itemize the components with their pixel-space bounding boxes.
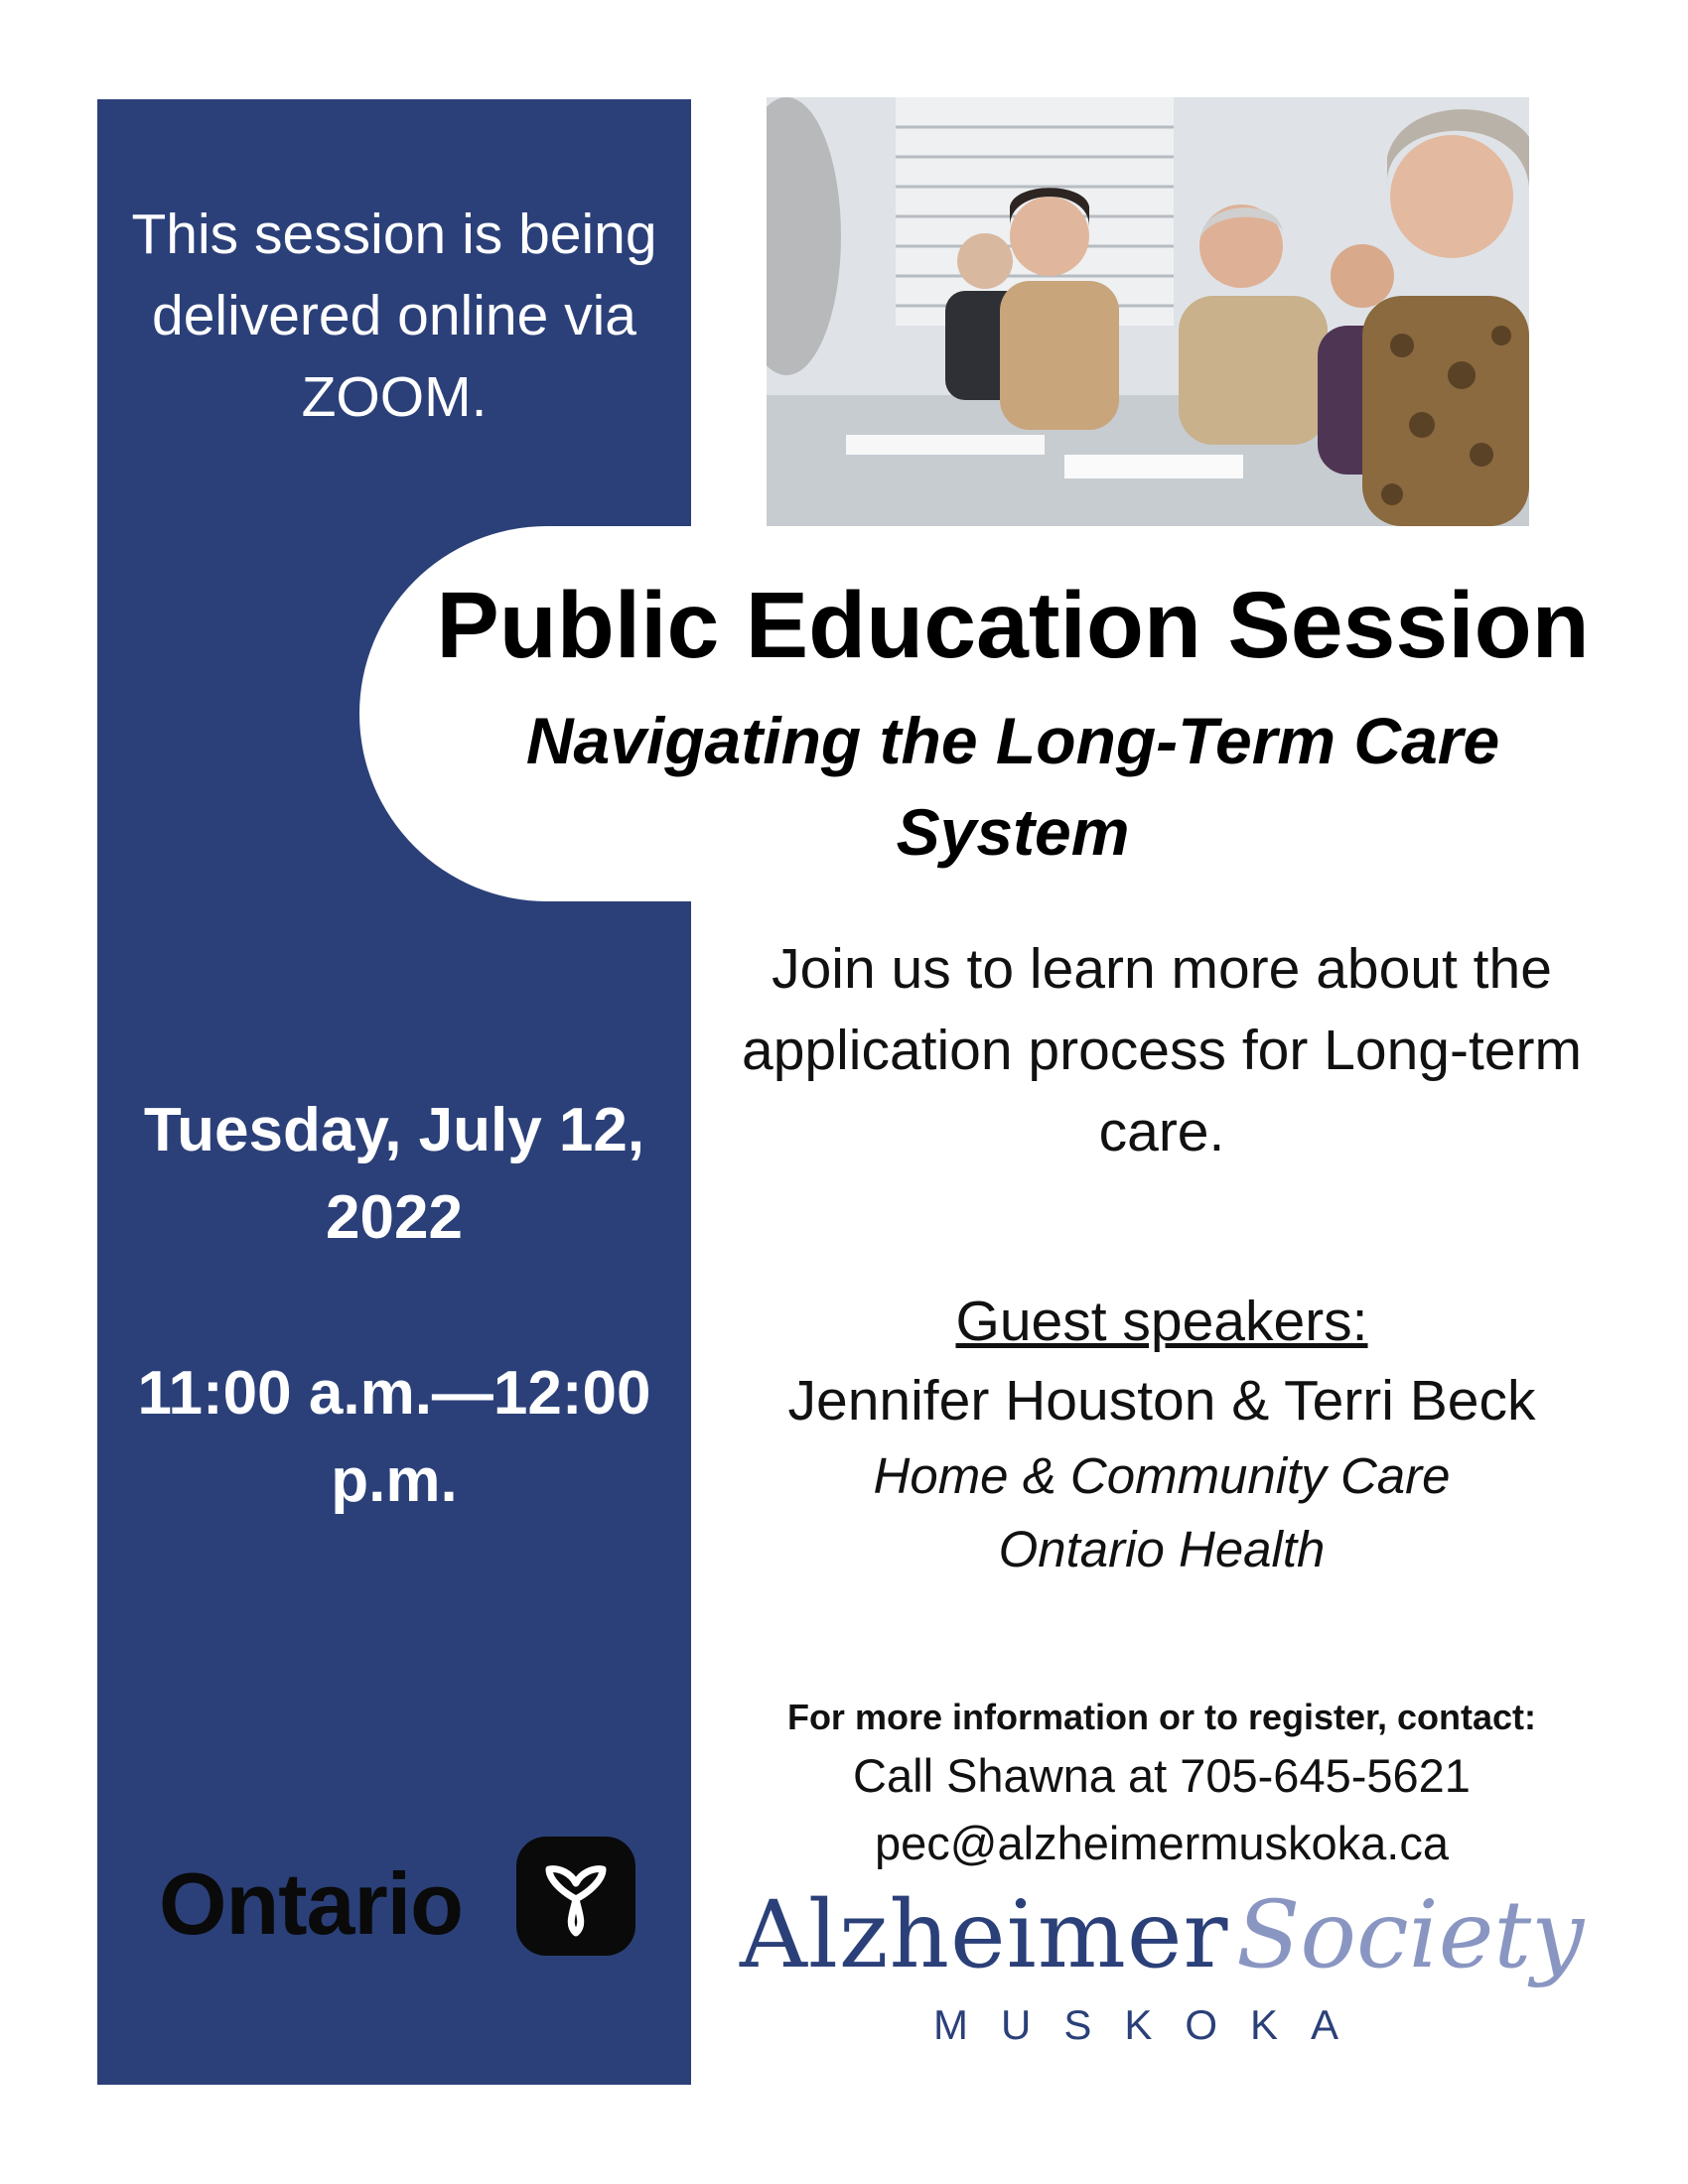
contact-phone: Call Shawna at 705-645-5621	[853, 1749, 1471, 1802]
contact-email[interactable]: pec@alzheimermuskoka.ca	[875, 1817, 1449, 1869]
speakers-org-line1: Home & Community Care	[873, 1447, 1451, 1504]
event-date: Tuesday, July 12, 2022	[143, 1096, 645, 1252]
page-subtitle: Navigating the Long-Term Care System	[525, 704, 1500, 869]
online-note: This session is being delivered online via ZOOM.	[131, 203, 657, 429]
contact-heading: For more information or to register, contact:	[786, 1697, 1537, 1737]
page-title: Public Education Session	[436, 573, 1590, 678]
speakers-heading: Guest speakers:	[955, 1290, 1368, 1353]
speakers-names: Jennifer Houston & Terri Beck	[787, 1369, 1536, 1433]
intro-text: Join us to learn more about the application process for Long-term care.	[742, 937, 1582, 1163]
logo-word-society: Society	[1236, 1881, 1585, 1989]
alzheimer-society-logo	[735, 1881, 1589, 2060]
speakers-org-line2: Ontario Health	[998, 1521, 1326, 1577]
ontario-logo-text: Ontario	[159, 1854, 463, 1953]
trillium-icon	[516, 1837, 635, 1956]
seniors-meeting-photo	[767, 97, 1529, 526]
event-time: 11:00 a.m.—12:00 p.m.	[137, 1359, 651, 1515]
logo-word-muskoka: MUSKOKA	[933, 2001, 1372, 2048]
logo-word-alzheimer: Alzheimer	[740, 1881, 1229, 1989]
